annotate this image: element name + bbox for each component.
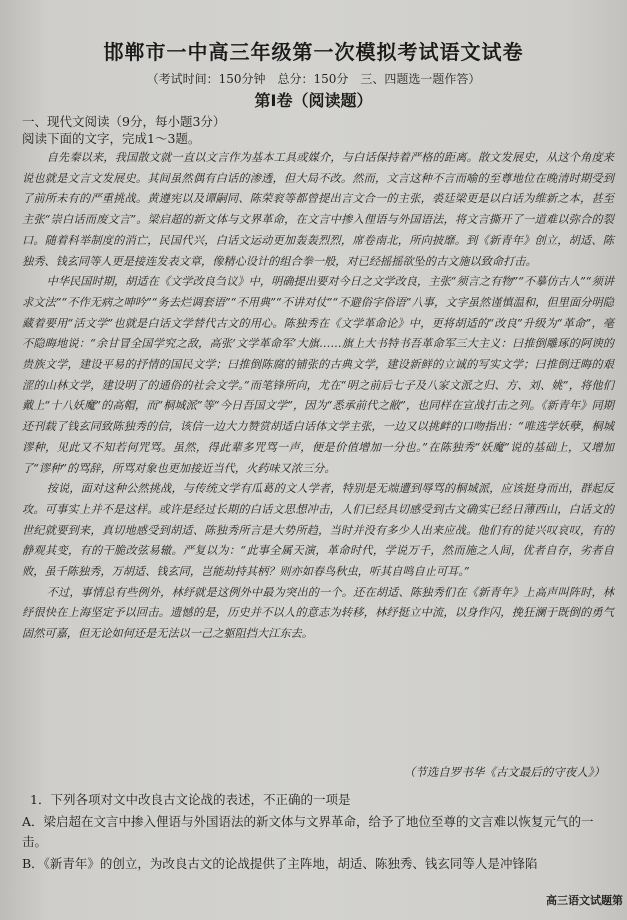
page-footer: 高三语文试题第 — [546, 894, 623, 907]
reading-passage — [22, 148, 614, 645]
passage-paragraph: 按说，面对这种公然挑战，与传统文学有瓜葛的文人学者，特别是无端遭到辱骂的桐城派，应该挺身而出，群起反攻。可事实上并不是这样。或许是经过长期的白话文思想冲击，人们已经具切感受到古文确实已经日薄西山，白话文的世纪就要到来，真切地感受到胡适、陈独秀所言是大势所趋，当时并没有多少人出来应战。他们有的徒兴叹哀叹，有的静观其变，有的干脆改弦易辙。严复以为：“此事全属天演，革命时代，学说万千，然而施之人间，优者自存，劣者自败，虽千陈独秀，万胡适、钱玄同，岂能劫持其柄？则亦如春鸟秋虫，听其自鸣自止可耳。” — [22, 482, 614, 579]
passage-paragraph: 不过，事情总有些例外，林纾就是这例外中最为突出的一个。还在胡适、陈独秀们在《新青年》上高声叫阵时，林纾很快在上海坚定予以回击。遗憾的是，历史并不以人的意志为转移，林纾挺立中流，以身作闪，挽狂澜于既倒的勇气固然可嘉，但无论如何还是无法以一己之躯阻挡大江东去。 — [22, 585, 614, 641]
question-1-stem: 1．下列各项对文中改良古文论战的表述，不正确的一项是 — [30, 792, 351, 807]
passage-source: （节选自罗书华《古文最后的守夜人》） — [403, 765, 605, 779]
passage-paragraph: 中华民国时期，胡适在《文学改良刍议》中，明确提出要对今日之文学改良，主张“须言之有物”“不摹仿古人”“须讲求文法”“不作无病之呻吟”“务去烂调套语”“不用典”“不讲对仗”“不避俗字俗语”八事，文字虽然谨慎温和，但里面分明隐藏着要用“活文学”也就是白话文学替代古文的用心。陈独秀在《文学革命论》中，更将胡适的“改良”升级为“革命”，毫不隐晦地说：“余甘冒全国学究之敌，高张‘文学革命军’大旗……旗上大书特书吾革命军三大主义：曰推倒雕琢的阿谀的贵族文学，建设平易的抒情的国民文学；曰推倒陈腐的铺张的古典文学，建设新鲜的立诚的写实文学；曰推倒迂晦的艰涩的山林文学，建设明了的通俗的社会文学。”而笔锋所向，尤在“明之前后七子及八家文派之归、方、刘、姚”，将他们戴上“十八妖魔”的高帽，而“桐城派”等“今日吾国文学”，因为“悉承前代之敝”，也同样在宣战打击之列。《新青年》同期还刊载了钱玄同致陈独秀的信，该信一边大力赞赏胡适白话体文学主张，一边又以挑衅的口吻指出：“唯选学妖孽，桐城谬种，见此又不知若何咒骂。虽然，得此辈多咒骂一声，便是价值增加一分也。”在陈独秀“妖魔”说的基础上，又增加了“谬种”的骂辞，所骂对象也更加接近当代，火药味又浓三分。 — [22, 275, 614, 475]
reading-instruction: 阅读下面的文字，完成1～3题。 — [22, 131, 201, 146]
question-1-option-a: A．梁启超在文言中掺入俚语与外国语法的新文体与文界革命，给予了地位至尊的文言难以恢复元气的一击。 — [22, 814, 594, 849]
exam-info: （考试时间：150分钟 总分：150分 三、四题选一题作答） — [146, 72, 481, 86]
volume-title: 第Ⅰ卷（阅读题） — [254, 91, 373, 110]
question-1-option-b: B．《新青年》的创立，为改良古文的论战提供了主阵地，胡适、陈独秀、钱玄同等人是冲锋陷 — [22, 856, 538, 871]
part-title: 一、现代文阅读（9分，每小题3分） — [22, 114, 226, 129]
passage-paragraph: 自先秦以来，我国散文就一直以文言作为基本工具或媒介，与白话保持着严格的距离。散文发展史，从这个角度来说也就是文言文发展史。其间虽然偶有白话的渗透，但大局不改。然而，文言这种不言而喻的至尊地位在晚清时期受到了前所未有的严重挑战。黄遵宪以及谭嗣同、陈荣衮等都曾提出言文合一的主张，裘廷梁更是以白话为维新之本，甚至主张“崇白话而废文言”。梁启超的新文体与文界革命，在文言中掺入俚语与外国语法，将文言撕开了一道难以弥合的裂口。随着科举制度的消亡，民国代兴，白话文运动更加轰轰烈烈，席卷南北，所向披靡。到《新青年》创立，胡适、陈独秀、钱玄同等人更是接连发表文章，像精心设计的组合拳一般，对已经摇摇欲坠的古文施以致命打击。 — [22, 151, 614, 268]
exam-title: 邯郸市一中高三年级第一次模拟考试语文试卷 — [103, 40, 524, 64]
